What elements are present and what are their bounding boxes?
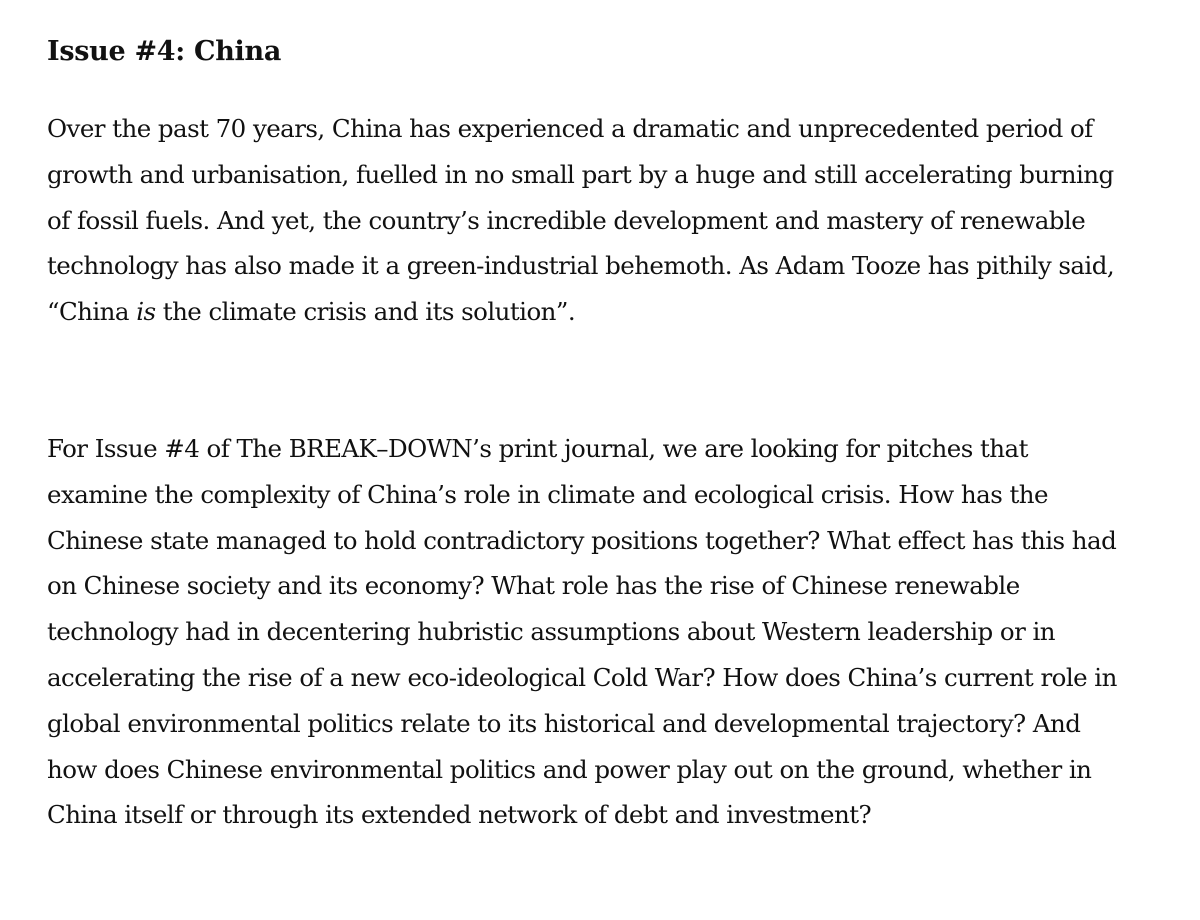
- section-heading: Issue #4: China: [47, 36, 282, 67]
- intro-paragraph: [47, 106, 1127, 335]
- article: [47, 32, 1147, 830]
- emphasis-text: is: [136, 297, 156, 327]
- intro-paragraph-text-start: Over the past 70 years, China has experienced a dramatic and unprecedented period of growth and urbanisation, fuelled in no small part by a huge and still accelerating burning of fossil fuels. And yet, the country’s incredible development and mastery of renewable technology has also made it a green-industrial behemoth. As Adam Tooze has pithily said, “China: [47, 114, 1115, 327]
- call-for-pitches-paragraph: For Issue #4 of The BREAK–DOWN’s print journal, we are looking for pitches that examine the complexity of China’s role in climate and ecological crisis. How has the Chinese state managed to hold contradictory positions together? What effect has this had on Chinese society and its economy? What role has the rise of Chinese renewable technology had in decentering hubristic assumptions about Western leadership or in accelerating the rise of a new eco-ideological Cold War? How does China’s current role in global environmental politics relate to its historical and developmental trajectory? And how does Chinese environmental politics and power play out on the ground, whether in China itself or through its extended network of debt and investment?: [47, 434, 1117, 830]
- intro-paragraph-text-end: the climate crisis and its solution”.: [155, 297, 576, 327]
